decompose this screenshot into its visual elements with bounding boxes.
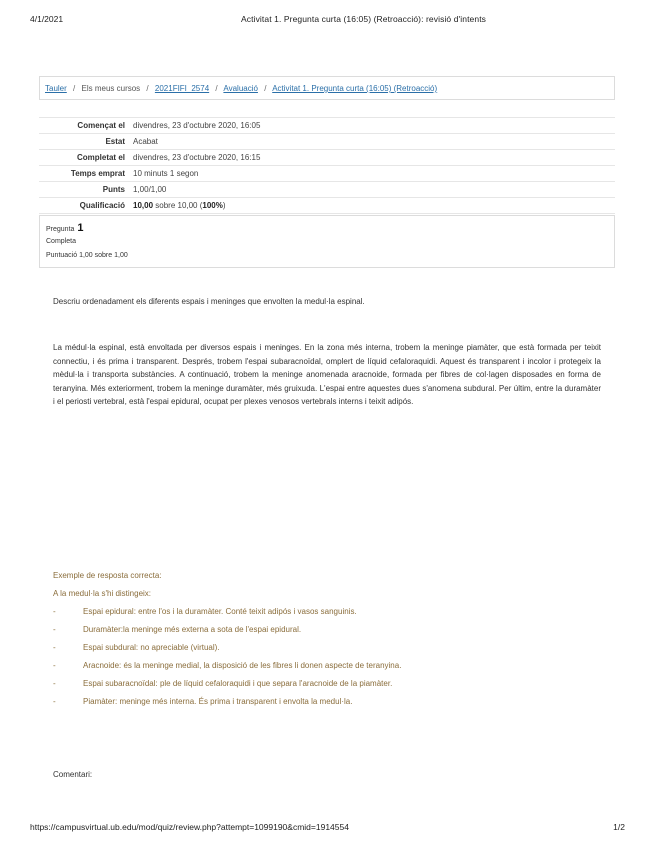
started-value: divendres, 23 d'octubre 2020, 16:05 <box>133 118 615 134</box>
list-bullet: - <box>53 625 56 634</box>
time-label: Temps emprat <box>39 166 133 182</box>
summary-row-started <box>39 118 615 134</box>
print-url: https://campusvirtual.ub.edu/mod/quiz/review.php?attempt=1099190&cmid=1914554 <box>30 822 349 832</box>
list-bullet: - <box>53 643 56 652</box>
feedback-item-text: Espai subaracnoïdal: ple de líquid cefaloraquidi i que separa l'aracnoide de la piamàter. <box>83 679 393 688</box>
grade-label: Qualificació <box>39 198 133 214</box>
question-state: Completa <box>46 238 76 245</box>
feedback-intro: A la medul·la s'hi distingeix: <box>53 589 152 598</box>
feedback-list-item <box>53 660 613 678</box>
attempt-summary-table <box>39 117 615 214</box>
summary-row-completed <box>39 150 615 166</box>
feedback-list-item <box>53 624 613 642</box>
question-info-box <box>39 215 615 268</box>
summary-row-time <box>39 166 615 182</box>
completed-label: Completat el <box>39 150 133 166</box>
page-number: 1/2 <box>613 822 625 832</box>
summary-row-state <box>39 134 615 150</box>
completed-value: divendres, 23 d'octubre 2020, 16:15 <box>133 150 615 166</box>
feedback-item-text: Piamàter: meninge més interna. És prima i transparent i envolta la medul·la. <box>83 697 353 706</box>
print-footer <box>0 822 655 836</box>
feedback-item-text: Duramàter:la meninge més externa a sota de l'espai epidural. <box>83 625 302 634</box>
state-label: Estat <box>39 134 133 150</box>
feedback-list-item <box>53 606 613 624</box>
print-title: Activitat 1. Pregunta curta (16:05) (Retroacció): revisió d'intents <box>241 14 487 24</box>
grade-percent: 100% <box>202 201 223 210</box>
state-value: Acabat <box>133 134 615 150</box>
question-text: Descriu ordenadament els diferents espais i meninges que envolten la medul·la espinal. <box>53 297 365 306</box>
grade-close: ) <box>222 201 226 210</box>
list-bullet: - <box>53 697 56 706</box>
feedback-list-item <box>53 678 613 696</box>
question-number-value: 1 <box>77 222 84 234</box>
feedback-item-text: Espai subdural: no apreciable (virtual). <box>83 643 220 652</box>
print-header <box>0 14 655 28</box>
feedback-list-item <box>53 642 613 660</box>
question-label: Pregunta <box>46 226 75 233</box>
student-answer: La médul·la espinal, està envoltada per diversos espais i meninges. En la zona més interna, trobem la meninge piamàter, que està formada per teixit connectiu, i és prima i transparent. Després, trobem l'espai subaracnoïdal, omplert de líquid cefaloraquidi. Aquest és transparent i incolor i protegeix la mèdul·la i transporta substàncies. A continuació, trobem la meninge anomenada aracnoide, formada per fibres de col·lagen disposades en forma de teranyina. Més exteriorment, trobem la meninge duramàter, més gruixuda. L'espai entre aquestes dues s'anomena subdural. Per últim, entre la duramàter i el periosti vertebral, està l'espai epidural, ocupat per plexes venosos vertebrals interns i teixit adipós. <box>53 343 601 407</box>
comment-label: Comentari: <box>53 770 93 779</box>
summary-row-grade <box>39 198 615 214</box>
breadcrumb-item-my-courses: Els meus cursos <box>81 84 141 93</box>
breadcrumb-separator: / <box>215 84 218 93</box>
feedback-list-item <box>53 696 613 714</box>
breadcrumb-separator: / <box>73 84 76 93</box>
breadcrumb-separator: / <box>146 84 149 93</box>
breadcrumb-link-course[interactable]: 2021FIFI_2574 <box>154 84 210 93</box>
grade-out-of: sobre 10,00 ( <box>153 201 203 210</box>
question-grade: Puntuació 1,00 sobre 1,00 <box>46 252 128 259</box>
breadcrumb-link-tauler[interactable]: Tauler <box>45 84 67 93</box>
points-value: 1,00/1,00 <box>133 182 615 198</box>
grade-value <box>133 198 615 214</box>
time-value: 10 minuts 1 segon <box>133 166 615 182</box>
list-bullet: - <box>53 679 56 688</box>
correct-answer-feedback <box>53 570 613 714</box>
breadcrumb-link-activity[interactable]: Activitat 1. Pregunta curta (16:05) (Retroacció) <box>272 84 438 93</box>
feedback-title: Exemple de resposta correcta: <box>53 571 162 580</box>
list-bullet: - <box>53 607 56 616</box>
feedback-item-text: Aracnoide: és la meninge medial, la disposició de les fibres li donen aspecte de teranyina. <box>83 661 402 670</box>
grade-score: 10,00 <box>133 201 154 210</box>
started-label: Començat el <box>39 118 133 134</box>
print-date: 4/1/2021 <box>30 14 64 24</box>
points-label: Punts <box>39 182 133 198</box>
summary-row-points <box>39 182 615 198</box>
question-number <box>46 222 614 234</box>
breadcrumb <box>39 76 615 100</box>
breadcrumb-separator: / <box>264 84 267 93</box>
feedback-item-text: Espai epidural: entre l'os i la duramàter. Conté teixit adipós i vasos sanguinis. <box>83 607 357 616</box>
breadcrumb-link-evaluation[interactable]: Avaluació <box>223 84 258 93</box>
list-bullet: - <box>53 661 56 670</box>
